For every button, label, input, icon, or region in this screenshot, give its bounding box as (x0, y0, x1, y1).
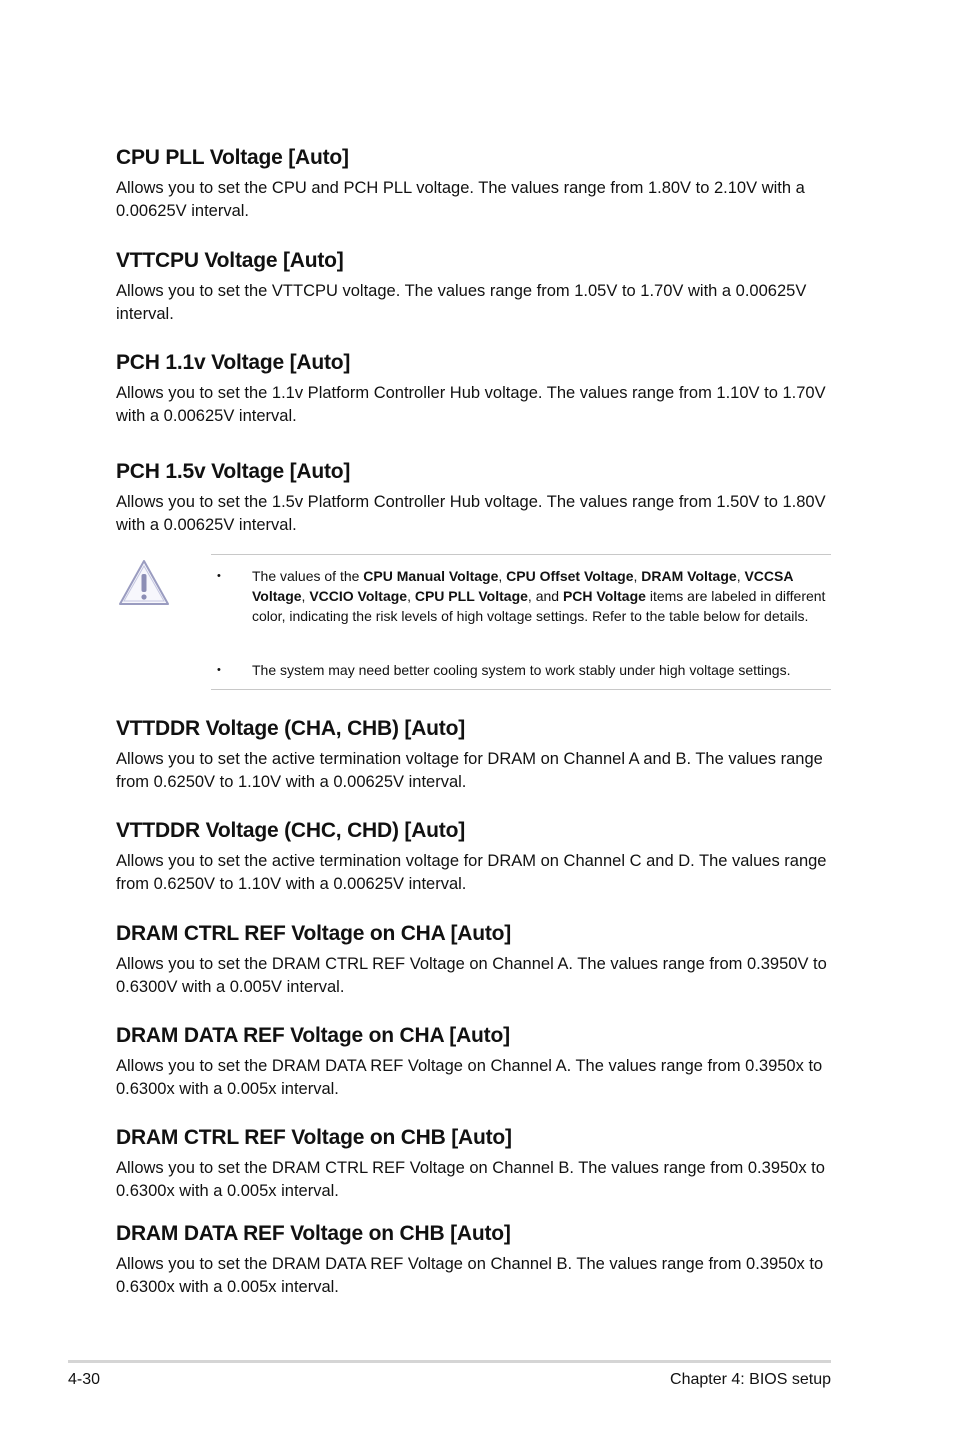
section-pch-1-1v-voltage (116, 350, 832, 428)
section-heading: PCH 1.1v Voltage [Auto] (116, 351, 351, 374)
note-text-run: , (301, 588, 310, 604)
section-description: Allows you to set the DRAM CTRL REF Voltage on Channel B. The values range from 0.3950x to 0.6300x with a 0.005x interval. (116, 1159, 825, 1200)
note-text-run: , (633, 568, 642, 584)
note-text: The system may need better cooling system to work stably under high voltage settings. (252, 662, 791, 678)
note-text-run: The values of the (252, 568, 364, 584)
bullet: • (217, 570, 221, 582)
note-emphasis: VCCIO Voltage (309, 588, 408, 604)
section-description: Allows you to set the active termination voltage for DRAM on Channel A and B. The values range from 0.6250V to 1.10V with a 0.00625V interval. (116, 750, 823, 791)
note-emphasis: DRAM Voltage (641, 568, 737, 584)
section-cpu-pll-voltage (116, 145, 832, 223)
section-dram-ctrl-ref-cha (116, 921, 832, 999)
chapter-title: Chapter 4: BIOS setup (670, 1371, 831, 1388)
section-dram-data-ref-cha (116, 1023, 832, 1101)
note-emphasis: PCH Voltage (562, 588, 646, 604)
section-heading: CPU PLL Voltage [Auto] (116, 146, 349, 169)
section-dram-data-ref-chb (116, 1221, 832, 1299)
note-emphasis: VCCSA Voltage (252, 568, 793, 604)
note-emphasis: CPU Offset Voltage (506, 568, 634, 584)
footer-divider (68, 1360, 831, 1363)
note-item (211, 660, 831, 680)
section-description: Allows you to set the DRAM DATA REF Voltage on Channel B. The values range from 0.3950x to 0.6300x with a 0.005x interval. (116, 1255, 824, 1296)
section-vttddr-cha-chb (116, 716, 832, 794)
note-text-run: items are labeled in different color, indicating the risk levels of high voltage settings. Refer to the table below for details. (252, 588, 826, 624)
note-text-run: , (407, 588, 415, 604)
section-heading: VTTDDR Voltage (CHA, CHB) [Auto] (116, 717, 466, 740)
note-item (211, 566, 831, 626)
section-heading: DRAM DATA REF Voltage on CHA [Auto] (116, 1024, 510, 1047)
page-number: 4-30 (68, 1371, 101, 1388)
section-heading: VTTDDR Voltage (CHC, CHD) [Auto] (116, 819, 466, 842)
note-text (252, 566, 831, 626)
section-vttcpu-voltage (116, 248, 832, 326)
section-description: Allows you to set the 1.5v Platform Controller Hub voltage. The values range from 1.50V to 1.80V with a 0.00625V interval. (116, 493, 826, 534)
section-description: Allows you to set the CPU and PCH PLL voltage. The values range from 1.80V to 2.10V with a 0.00625V interval. (116, 179, 805, 220)
section-description: Allows you to set the DRAM DATA REF Voltage on Channel A. The values range from 0.3950x to 0.6300x with a 0.005x interval. (116, 1057, 823, 1098)
section-pch-1-5v-voltage (116, 459, 832, 537)
section-heading: PCH 1.5v Voltage [Auto] (116, 460, 351, 483)
note-emphasis: CPU PLL Voltage (414, 588, 528, 604)
section-heading: DRAM CTRL REF Voltage on CHA [Auto] (116, 922, 512, 945)
section-description: Allows you to set the DRAM CTRL REF Voltage on Channel A. The values range from 0.3950V to 0.6300V with a 0.005V interval. (116, 955, 827, 996)
note-text-run: , and (527, 588, 563, 604)
bullet: • (217, 664, 221, 676)
note-emphasis: CPU Manual Voltage (363, 568, 499, 584)
section-heading: VTTCPU Voltage [Auto] (116, 249, 344, 272)
note-text-run: , (736, 568, 745, 584)
warning-triangle-icon (117, 558, 171, 608)
section-heading: DRAM DATA REF Voltage on CHB [Auto] (116, 1222, 511, 1245)
caution-note (211, 554, 831, 690)
section-description: Allows you to set the active termination voltage for DRAM on Channel C and D. The values range from 0.6250V to 1.10V with a 0.00625V interval. (116, 852, 827, 893)
section-description: Allows you to set the 1.1v Platform Controller Hub voltage. The values range from 1.10V to 1.70V with a 0.00625V interval. (116, 384, 826, 425)
section-heading: DRAM CTRL REF Voltage on CHB [Auto] (116, 1126, 512, 1149)
section-description: Allows you to set the VTTCPU voltage. The values range from 1.05V to 1.70V with a 0.00625V interval. (116, 282, 807, 323)
note-text-run: , (498, 568, 507, 584)
section-vttddr-chc-chd (116, 818, 832, 896)
section-dram-ctrl-ref-chb (116, 1125, 832, 1203)
